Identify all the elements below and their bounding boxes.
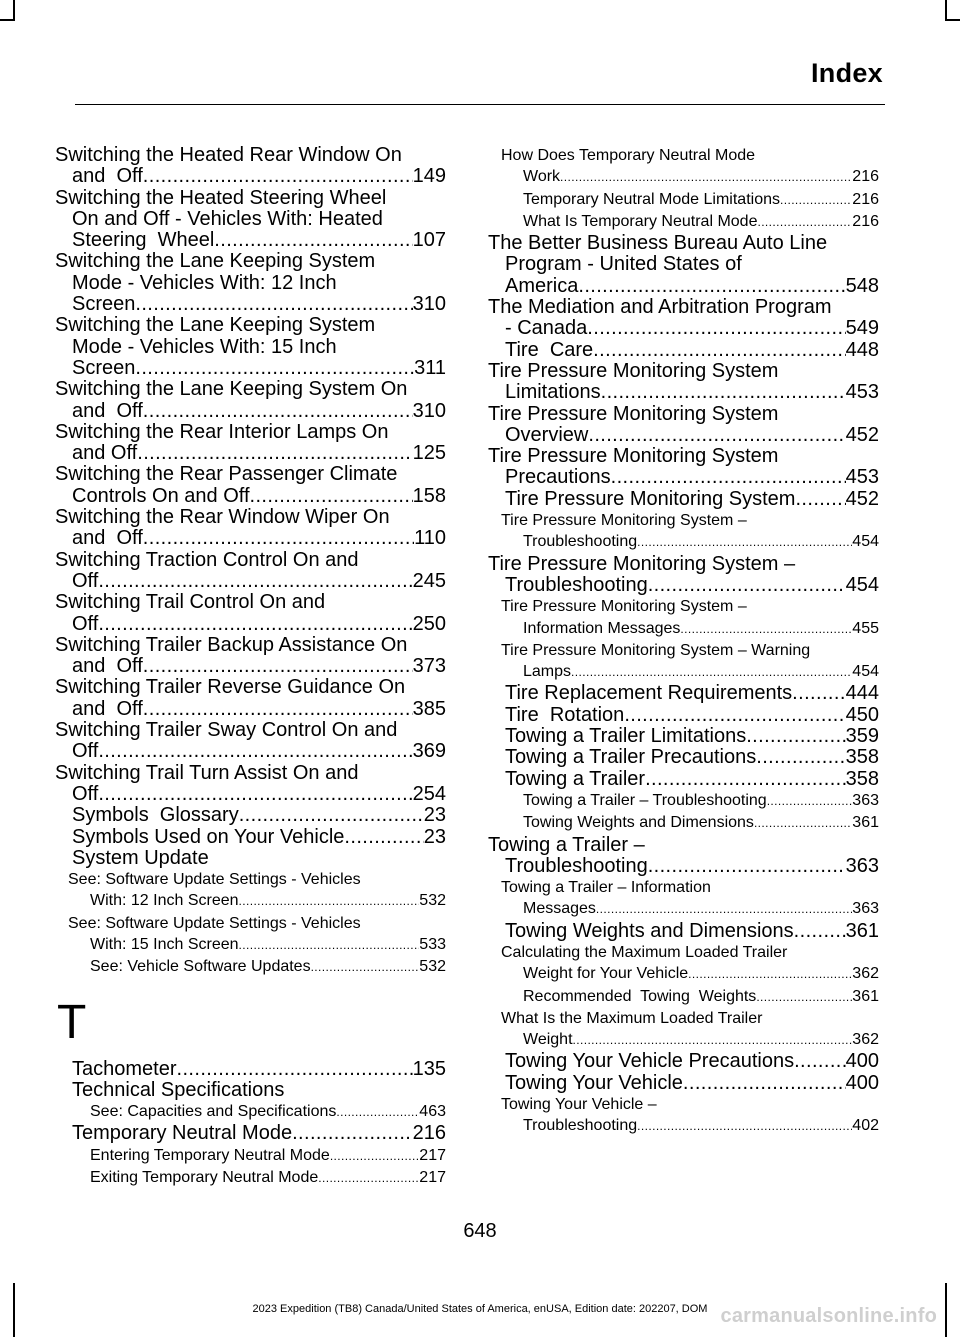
index-page-ref: 533: [419, 935, 446, 953]
index-entry-text: Weight for Your Vehicle: [523, 965, 689, 983]
index-entry-text: Exiting Temporary Neutral Mode: [90, 1169, 319, 1187]
index-page-ref: 532: [419, 958, 446, 976]
index-entry-text: See: Capacities and Specifications: [90, 1103, 337, 1121]
index-page-ref: 463: [419, 1103, 446, 1121]
index-entry[interactable]: [488, 683, 879, 704]
index-entry[interactable]: [488, 747, 879, 768]
dot-leader: [135, 358, 414, 379]
index-entry-text: and Off: [72, 165, 143, 188]
index-page-ref: 311: [414, 356, 446, 379]
index-page-ref: 250: [412, 612, 446, 635]
dot-leader: [571, 662, 852, 683]
index-entry-text: Off: [72, 782, 99, 805]
crop-mark-top-left-h: [0, 19, 15, 21]
index-entry-text: Switching the Rear Passenger Climate: [55, 463, 398, 486]
index-page-ref: 454: [852, 533, 879, 551]
index-entry-text: Off: [72, 612, 99, 635]
index-entry-text: Switching Trailer Reverse Guidance On: [55, 676, 406, 699]
index-entry-text: On and Off - Vehicles With: Heated: [72, 207, 383, 230]
dot-leader: [648, 856, 846, 877]
index-entry-text: - Canada: [505, 317, 588, 340]
dot-leader: [143, 699, 413, 720]
index-entry-text: Symbols Glossary: [72, 804, 239, 827]
index-entry-text: With: 15 Inch Screen: [90, 935, 239, 953]
index-subentry[interactable]: [488, 942, 879, 986]
index-entry-text: See: Software Update Settings - Vehicles: [68, 914, 361, 932]
index-page-ref: 361: [852, 814, 879, 832]
index-page-ref: 363: [845, 854, 879, 877]
index-entry-text: and Off: [72, 697, 143, 720]
index-page-ref: 149: [412, 165, 446, 188]
dot-leader: [756, 747, 845, 768]
dot-leader: [596, 899, 852, 920]
index-entry-text: Tire Pressure Monitoring System –: [501, 598, 747, 616]
index-entry-text: America: [505, 274, 579, 297]
index-entry-text: Temporary Neutral Mode: [72, 1122, 293, 1145]
index-section-letter: T: [57, 995, 87, 1049]
index-page-ref: 369: [412, 740, 446, 763]
index-entry-text: Precautions: [505, 466, 611, 489]
index-page-ref: 453: [845, 466, 879, 489]
index-entry-text: Towing a Trailer: [505, 767, 646, 790]
index-entry-text: Off: [72, 740, 99, 763]
dot-leader: [780, 190, 852, 211]
index-entry-text: Troubleshooting: [505, 854, 648, 877]
index-entry-text: Mode - Vehicles With: 15 Inch: [72, 335, 337, 358]
index-page-ref: 400: [845, 1050, 879, 1073]
index-entry[interactable]: [488, 1073, 879, 1094]
dot-leader: [143, 656, 413, 677]
dot-leader: [311, 957, 420, 978]
index-page-ref: 454: [845, 573, 879, 596]
index-subentry[interactable]: [55, 956, 446, 978]
index-entry[interactable]: [488, 446, 879, 489]
index-entry-text: Off: [72, 569, 99, 592]
index-entry-text: Entering Temporary Neutral Mode: [90, 1146, 330, 1164]
index-entry-text: and Off: [72, 527, 143, 550]
index-entry[interactable]: [55, 251, 446, 315]
index-entry-text: Temporary Neutral Mode Limitations: [523, 190, 780, 208]
dot-leader: [680, 619, 852, 640]
index-entry-text: and Off: [72, 655, 143, 678]
dot-leader: [683, 1073, 846, 1094]
index-entry-text: Controls On and Off: [72, 484, 250, 507]
index-entry[interactable]: [55, 720, 446, 763]
index-page-ref: 216: [852, 212, 879, 230]
footer-edition-text: 2023 Expedition (TB8) Canada/United States of America, enUSA, Edition date: 202207, DOM: [252, 1303, 708, 1315]
dot-leader: [177, 1059, 413, 1080]
index-page-ref: 362: [852, 1031, 879, 1049]
dot-leader: [645, 769, 846, 790]
dot-leader: [98, 614, 412, 635]
index-subentry[interactable]: [55, 913, 446, 957]
index-subentry[interactable]: [55, 1101, 446, 1123]
dot-leader: [756, 987, 852, 1008]
dot-leader: [143, 528, 414, 549]
index-page-ref: 448: [845, 338, 879, 361]
dot-leader: [795, 489, 845, 510]
index-entry-text: Troubleshooting: [523, 533, 638, 551]
index-entry-text: Tire Pressure Monitoring System – Warning: [501, 641, 811, 659]
index-subentry[interactable]: [488, 510, 879, 554]
index-page-ref: 385: [412, 697, 446, 720]
index-entry[interactable]: [488, 835, 879, 878]
index-page-ref: 158: [412, 484, 446, 507]
index-page-ref: 362: [852, 965, 879, 983]
index-subentry[interactable]: [488, 145, 879, 189]
index-entry-text: Switching the Rear Window Wiper On: [55, 506, 390, 529]
index-page-ref: 135: [412, 1057, 446, 1080]
index-entry[interactable]: [488, 297, 879, 340]
index-entry-text: Switching Trailer Backup Assistance On: [55, 633, 408, 656]
index-entry-text: Switching the Rear Interior Lamps On: [55, 420, 389, 443]
index-entry-text: Switching Traction Control On and: [55, 548, 359, 571]
index-entry-text: Towing a Trailer Limitations: [505, 725, 747, 748]
index-subentry[interactable]: [488, 640, 879, 684]
index-entry[interactable]: [488, 489, 879, 510]
index-entry-text: Towing Your Vehicle Precautions: [505, 1050, 795, 1073]
dot-leader: [611, 467, 846, 488]
index-entry-text: Steering Wheel: [72, 229, 215, 252]
index-page-ref: 217: [419, 1146, 446, 1164]
dot-leader: [593, 340, 845, 361]
dot-leader: [624, 705, 845, 726]
index-entry[interactable]: [55, 379, 446, 422]
dot-leader: [239, 805, 424, 826]
index-entry-text: Towing Your Vehicle: [505, 1071, 683, 1094]
index-subentry[interactable]: [488, 1094, 879, 1138]
index-page-ref: 358: [845, 767, 879, 790]
dot-leader: [137, 443, 412, 464]
index-page-ref: 400: [845, 1071, 879, 1094]
index-entry[interactable]: [55, 1059, 446, 1080]
index-entry-text: Towing a Trailer –: [488, 833, 645, 856]
dot-leader: [98, 784, 412, 805]
index-entry-text: Switching the Lane Keeping System: [55, 314, 376, 337]
crop-mark-top-right-h: [945, 19, 960, 21]
index-page-ref: 452: [845, 423, 879, 446]
dot-leader: [239, 891, 420, 912]
index-page-ref: 217: [419, 1169, 446, 1187]
index-page-ref: 373: [412, 655, 446, 678]
index-page-ref: 107: [412, 229, 446, 252]
index-entry[interactable]: [55, 550, 446, 593]
dot-leader: [746, 726, 845, 747]
page-title: Index: [810, 58, 883, 88]
index-page-ref: 450: [845, 703, 879, 726]
index-page-ref: 110: [414, 527, 446, 550]
dot-leader: [330, 1146, 419, 1167]
index-entry-text: Switching the Heated Steering Wheel: [55, 186, 387, 209]
index-entry-text: and Off: [72, 399, 143, 422]
index-page-ref: 402: [852, 1117, 879, 1135]
index-entry-text: With: 12 Inch Screen: [90, 892, 239, 910]
index-page-ref: 454: [852, 663, 879, 681]
index-entry-text: What Is the Maximum Loaded Trailer: [501, 1009, 763, 1027]
dot-leader: [754, 813, 852, 834]
dot-leader: [573, 1030, 853, 1051]
index-page-ref: 532: [419, 892, 446, 910]
index-entry[interactable]: [55, 315, 446, 379]
index-entry-text: Limitations: [505, 381, 601, 404]
index-entry[interactable]: [55, 763, 446, 806]
dot-leader: [637, 532, 852, 553]
index-entry-text: See: Vehicle Software Updates: [90, 958, 311, 976]
index-entry-text: Technical Specifications: [72, 1078, 285, 1101]
index-column-right: [488, 145, 879, 1138]
index-page-ref: 361: [845, 919, 879, 942]
index-entry-text: Towing Weights and Dimensions: [523, 814, 754, 832]
dot-leader: [135, 294, 412, 315]
index-entry-text: Work: [523, 168, 561, 186]
dot-leader: [767, 791, 853, 812]
index-entry[interactable]: [55, 507, 446, 550]
index-entry-text: How Does Temporary Neutral Mode: [501, 147, 756, 164]
index-entry-text: and Off: [72, 442, 138, 465]
index-page-ref: 363: [852, 900, 879, 918]
dot-leader: [757, 212, 852, 233]
dot-leader: [250, 486, 413, 507]
index-entry-text: Switching the Lane Keeping System: [55, 250, 376, 273]
index-entry[interactable]: [488, 554, 879, 597]
index-entry-text: Tire Pressure Monitoring System: [488, 402, 779, 425]
page-number: 648: [463, 1220, 497, 1242]
dot-leader: [794, 1051, 846, 1072]
index-entry-text: What Is Temporary Neutral Mode: [523, 212, 758, 230]
index-entry[interactable]: [488, 404, 879, 447]
index-entry-text: Tachometer: [72, 1057, 177, 1080]
dot-leader: [588, 425, 845, 446]
index-page-ref: 310: [412, 293, 446, 316]
index-entry[interactable]: [55, 635, 446, 678]
index-entry-text: Tire Pressure Monitoring System –: [488, 552, 796, 575]
index-entry-text: Troubleshooting: [505, 573, 648, 596]
index-entry-text: Lamps: [523, 663, 572, 681]
dot-leader: [578, 276, 845, 297]
index-page-ref: 254: [412, 782, 446, 805]
dot-leader: [336, 1102, 419, 1123]
index-entry[interactable]: [488, 233, 879, 297]
dot-leader: [143, 166, 413, 187]
dot-leader: [318, 1168, 419, 1189]
index-entry[interactable]: [488, 361, 879, 404]
index-entry-text: Overview: [505, 423, 589, 446]
dot-leader: [560, 167, 852, 188]
index-entry-text: Tire Pressure Monitoring System: [488, 445, 779, 468]
index-entry-text: Messages: [523, 900, 596, 918]
index-entry[interactable]: [55, 677, 446, 720]
index-page-ref: 216: [412, 1122, 446, 1145]
index-entry-text: Switching the Lane Keeping System On: [55, 378, 408, 401]
index-entry[interactable]: [488, 340, 879, 361]
index-entry[interactable]: [55, 848, 446, 869]
index-subentry[interactable]: [488, 1008, 879, 1052]
index-entry[interactable]: [55, 1123, 446, 1144]
index-entry-text: Switching the Heated Rear Window On: [55, 144, 402, 166]
index-entry[interactable]: [55, 592, 446, 635]
index-entry[interactable]: [55, 188, 446, 252]
index-entry-text: Symbols Used on Your Vehicle: [72, 825, 345, 848]
index-entry[interactable]: [55, 805, 446, 826]
index-entry[interactable]: [55, 1080, 446, 1101]
index-page-ref: 452: [845, 487, 879, 510]
index-page-ref: 363: [852, 791, 879, 809]
index-entry[interactable]: [55, 422, 446, 465]
index-subentry[interactable]: [488, 790, 879, 812]
watermark: carmanualsonline.info: [720, 1305, 937, 1327]
index-entry-text: Tire Pressure Monitoring System: [488, 359, 779, 382]
index-page-ref: 455: [852, 619, 879, 637]
index-page-ref: 548: [845, 274, 879, 297]
index-subentry[interactable]: [55, 869, 446, 913]
index-entry-text: Troubleshooting: [523, 1117, 638, 1135]
index-entry-text: Towing a Trailer – Troubleshooting: [523, 791, 767, 809]
index-entry[interactable]: [55, 464, 446, 507]
index-subentry[interactable]: [55, 1145, 446, 1167]
dot-leader: [601, 382, 846, 403]
index-entry-text: Tire Rotation: [505, 703, 625, 726]
index-entry-text: Calculating the Maximum Loaded Trailer: [501, 943, 788, 961]
crop-mark-top-left-v: [13, 0, 15, 21]
index-page-ref: 358: [845, 746, 879, 769]
index-entry[interactable]: [488, 726, 879, 747]
dot-leader: [648, 575, 846, 596]
index-page-ref: 361: [852, 987, 879, 1005]
dot-leader: [344, 827, 423, 848]
index-entry-text: The Better Business Bureau Auto Line: [488, 232, 828, 255]
header-divider: [75, 104, 885, 105]
index-entry-text: Switching Trail Turn Assist On and: [55, 761, 359, 784]
index-subentry[interactable]: [488, 877, 879, 921]
index-page-ref: 245: [412, 569, 446, 592]
dot-leader: [587, 318, 845, 339]
index-entry-text: Towing a Trailer – Information: [501, 879, 711, 897]
index-entry-text: Switching Trailer Sway Control On and: [55, 719, 398, 742]
index-entry-text: Tire Pressure Monitoring System –: [501, 512, 747, 530]
index-entry-text: Program - United States of: [505, 253, 742, 276]
index-page-ref: 125: [412, 442, 446, 465]
index-entry-text: The Mediation and Arbitration Program: [488, 296, 832, 319]
index-entry-text: See: Software Update Settings - Vehicles: [68, 871, 361, 889]
dot-leader: [98, 571, 412, 592]
dot-leader: [792, 683, 845, 704]
index-entry[interactable]: [488, 705, 879, 726]
dot-leader: [637, 1116, 852, 1137]
index-page-ref: 23: [423, 825, 446, 848]
dot-leader: [214, 230, 412, 251]
index-page-ref: 23: [423, 804, 446, 827]
dot-leader: [292, 1123, 413, 1144]
index-entry[interactable]: [55, 145, 446, 188]
index-entry-text: Screen: [72, 356, 136, 379]
index-entry-text: System Update: [72, 846, 209, 869]
index-entry[interactable]: [488, 769, 879, 790]
index-subentry[interactable]: [488, 596, 879, 640]
dot-leader: [794, 921, 846, 942]
dot-leader: [688, 964, 852, 985]
index-entry-text: Switching Trail Control On and: [55, 591, 326, 614]
index-page-ref: 310: [412, 399, 446, 422]
index-page-ref: 216: [852, 190, 879, 208]
dot-leader: [98, 741, 412, 762]
index-entry-text: Mode - Vehicles With: 12 Inch: [72, 271, 337, 294]
index-entry-text: Information Messages: [523, 619, 681, 637]
index-entry-text: Towing Your Vehicle –: [501, 1096, 657, 1114]
index-subentry[interactable]: [488, 189, 879, 211]
crop-mark-top-right-v: [945, 0, 947, 21]
dot-leader: [143, 401, 413, 422]
index-entry-text: Recommended Towing Weights: [523, 987, 757, 1005]
index-subentry[interactable]: [55, 1167, 446, 1189]
index-subentry[interactable]: [488, 986, 879, 1008]
index-entry[interactable]: [55, 827, 446, 848]
index-entry-text: Tire Pressure Monitoring System: [505, 487, 796, 510]
index-page-ref: 359: [845, 725, 879, 748]
index-column-left: [55, 145, 446, 1189]
index-entry-text: Weight: [523, 1031, 573, 1049]
index-subentry[interactable]: [488, 211, 879, 233]
index-page-ref: 549: [845, 317, 879, 340]
index-entry-text: Towing Weights and Dimensions: [505, 919, 794, 942]
index-entry-text: Towing a Trailer Precautions: [505, 746, 757, 769]
index-entry-text: Tire Replacement Requirements: [505, 682, 793, 705]
index-entry[interactable]: [488, 1051, 879, 1072]
index-entry[interactable]: [488, 921, 879, 942]
index-entry-text: Tire Care: [505, 338, 594, 361]
index-page-ref: 444: [845, 682, 879, 705]
index-subentry[interactable]: [488, 812, 879, 834]
index-page-ref: 453: [845, 381, 879, 404]
dot-leader: [239, 935, 420, 956]
index-page-ref: 216: [852, 168, 879, 186]
index-entry-text: Screen: [72, 293, 136, 316]
